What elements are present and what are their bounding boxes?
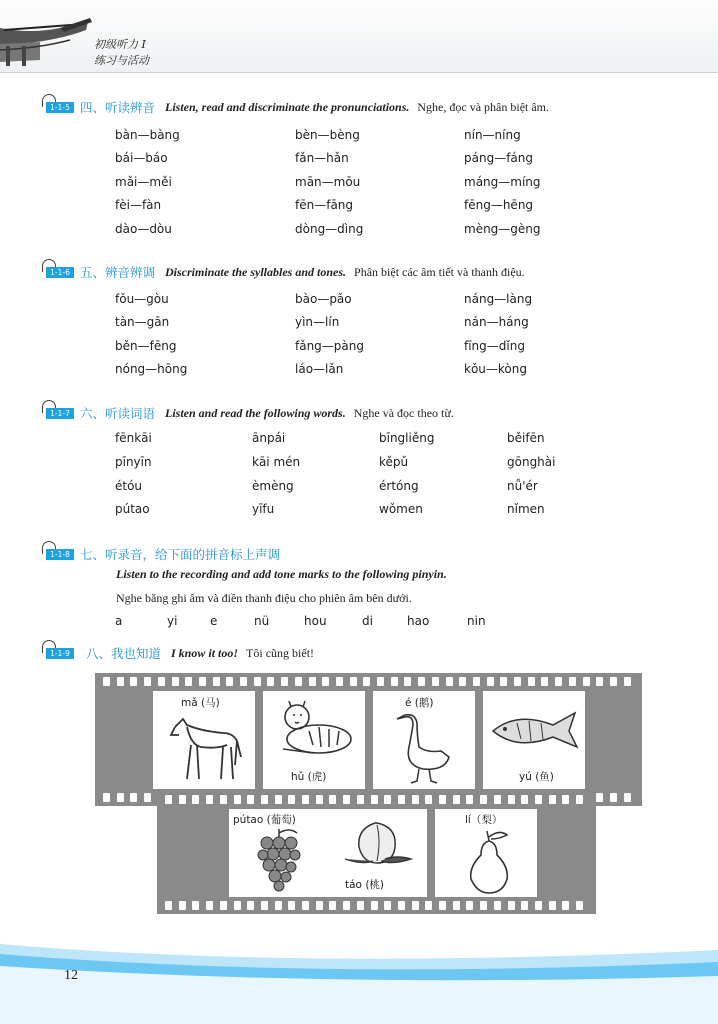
picture-frame-grapes (229, 809, 331, 897)
pinyin-pair: dòng—dìng (295, 222, 364, 236)
film-perforation (541, 677, 548, 686)
section-6-heading (40, 404, 454, 422)
section-title-en: Listen to the recording and add tone marks to the following pinyin. (116, 567, 447, 581)
pinyin-pair: fǎng—pàng (295, 339, 364, 353)
film-perforation (343, 795, 350, 804)
film-perforation (288, 795, 295, 804)
book-title-block (94, 37, 149, 69)
grapes-icon (249, 827, 309, 893)
film-perforation (562, 901, 569, 910)
film-perforation (336, 677, 343, 686)
film-perforation (500, 677, 507, 686)
pinyin-pair: fēn—fāng (295, 198, 354, 212)
audio-track-badge[interactable]: 1-1-6 (40, 264, 74, 280)
film-perforation (404, 677, 411, 686)
word-item: wǒmen (379, 502, 423, 516)
pinyin-pair: fǒu—gòu (115, 292, 169, 306)
film-perforation (596, 677, 603, 686)
section-title-cn: 四、听读辨音 (80, 100, 156, 115)
film-perforation (165, 901, 172, 910)
pinyin-item: hou (304, 614, 327, 628)
word-item: gōnghài (507, 455, 556, 469)
film-perforation (117, 677, 124, 686)
word-item: pīnyīn (115, 455, 152, 469)
film-perforation (261, 795, 268, 804)
word-item: ānpái (252, 431, 286, 445)
section-title-en: I know it too! (171, 645, 239, 660)
pinyin-item: nü (254, 614, 270, 628)
film-strip-top (95, 673, 642, 806)
film-perforation (562, 795, 569, 804)
film-perforation (199, 677, 206, 686)
pinyin-pair: fīng—dǐng (464, 339, 525, 353)
film-perforation (521, 901, 528, 910)
word-item: értóng (379, 479, 419, 493)
word-item: nǐmen (507, 502, 545, 516)
section-4-heading (40, 98, 549, 116)
word-item: bīngliěng (379, 431, 435, 445)
film-perforation (494, 901, 501, 910)
section-title-en: Listen, read and discriminate the pronunciations. (165, 99, 410, 114)
temple-roof-icon (0, 0, 96, 72)
picture-label: pútao (葡萄) (233, 814, 296, 826)
footer-wave (0, 940, 718, 1024)
pear-icon (459, 827, 519, 895)
section-title-vn: Tôi cũng biết! (246, 645, 315, 660)
pinyin-pair: máng—míng (464, 175, 541, 189)
film-perforation (549, 795, 556, 804)
film-perforation (316, 795, 323, 804)
film-perforation (316, 901, 323, 910)
film-perforation (179, 901, 186, 910)
film-perforation (130, 793, 137, 802)
pinyin-pair: fǎn—hǎn (295, 151, 349, 165)
film-perforation (398, 901, 405, 910)
film-perforation (165, 795, 172, 804)
picture-frame-tiger (263, 691, 365, 789)
picture-label: táo (桃) (345, 879, 385, 891)
film-perforation (555, 677, 562, 686)
pinyin-pair: tàn—gān (115, 315, 170, 329)
film-perforation (453, 901, 460, 910)
film-perforation (144, 793, 151, 802)
word-item: èmèng (252, 479, 294, 493)
peach-icon (337, 813, 417, 871)
word-item: nǚ'ér (507, 479, 538, 493)
film-perforation (521, 795, 528, 804)
section-title-vn: Nghe, đọc và phân biệt âm. (417, 99, 550, 114)
section-7-heading (40, 545, 290, 563)
pinyin-item: yi (167, 614, 178, 628)
film-perforation (528, 677, 535, 686)
film-perforation (487, 677, 494, 686)
film-perforation (254, 677, 261, 686)
film-perforation (302, 795, 309, 804)
section-title-en: Discriminate the syllables and tones. (165, 264, 347, 279)
section-title-vn: Phân biệt các âm tiết và thanh điệu. (354, 264, 525, 279)
section-title-vn: Nghe băng ghi âm và điền thanh điệu cho phiên âm bên dưới. (116, 591, 412, 605)
pinyin-pair: mān—mōu (295, 175, 361, 189)
pinyin-item: hao (407, 614, 430, 628)
film-strip-bottom (157, 791, 596, 914)
film-perforation (418, 677, 425, 686)
picture-label: mǎ (马) (181, 697, 220, 709)
section-title-en: Listen and read the following words. (165, 405, 346, 420)
word-item: étóu (115, 479, 143, 493)
film-perforation (549, 901, 556, 910)
film-perforation (425, 795, 432, 804)
film-perforation (103, 677, 110, 686)
film-perforation (172, 677, 179, 686)
film-perforation (240, 677, 247, 686)
section-5-heading (40, 263, 525, 281)
film-perforation (624, 793, 631, 802)
audio-track-badge[interactable]: 1-1-7 (40, 405, 74, 421)
film-perforation (295, 677, 302, 686)
film-perforation (535, 901, 542, 910)
film-perforation (103, 793, 110, 802)
book-title: 初级听力 I (94, 38, 146, 51)
film-perforation (569, 677, 576, 686)
film-perforation (267, 677, 274, 686)
picture-label: lí（梨） (465, 814, 503, 826)
film-perforation (350, 677, 357, 686)
picture-label: hǔ (虎) (291, 771, 327, 783)
film-perforation (206, 795, 213, 804)
film-perforation (466, 901, 473, 910)
pinyin-pair: láo—lǎn (295, 362, 344, 376)
film-perforation (412, 901, 419, 910)
film-perforation (206, 901, 213, 910)
audio-track-badge[interactable]: 1-1-8 (40, 546, 74, 562)
film-perforation (446, 677, 453, 686)
film-perforation (192, 901, 199, 910)
film-perforation (247, 795, 254, 804)
pinyin-pair: nán—háng (464, 315, 529, 329)
film-perforation (158, 677, 165, 686)
film-perforation (473, 677, 480, 686)
film-perforation (535, 795, 542, 804)
film-perforation (480, 795, 487, 804)
film-perforation (377, 677, 384, 686)
pinyin-item: nin (467, 614, 486, 628)
film-perforation (275, 795, 282, 804)
film-perforation (288, 901, 295, 910)
pinyin-pair: nín—níng (464, 128, 521, 142)
film-perforation (363, 677, 370, 686)
book-subtitle: 练习与活动 (94, 54, 149, 67)
pinyin-pair: bèn—bèng (295, 128, 360, 142)
film-perforation (179, 795, 186, 804)
film-perforation (412, 795, 419, 804)
tiger-icon (269, 697, 359, 763)
film-perforation (130, 677, 137, 686)
film-perforation (439, 795, 446, 804)
section-title-cn: 七、听录音，给下面的拼音标上声调 (80, 547, 281, 562)
film-perforation (220, 901, 227, 910)
film-perforation (610, 793, 617, 802)
section-title-vn: Nghe và đọc theo từ. (353, 405, 454, 420)
film-perforation (357, 901, 364, 910)
film-perforation (624, 677, 631, 686)
film-perforation (494, 795, 501, 804)
word-item: kāi mén (252, 455, 301, 469)
page-number: 12 (64, 968, 78, 983)
film-perforation (185, 677, 192, 686)
pinyin-pair: bàn—bàng (115, 128, 180, 142)
picture-frame-goose (373, 691, 475, 789)
film-perforation (371, 901, 378, 910)
picture-frame-peach (325, 809, 427, 897)
picture-frame-pear (435, 809, 537, 897)
film-perforation (508, 901, 515, 910)
film-perforation (343, 901, 350, 910)
film-perforation (583, 677, 590, 686)
film-perforation (234, 795, 241, 804)
pinyin-pair: mǎi—měi (115, 175, 172, 189)
horse-icon (161, 713, 251, 783)
pinyin-pair: nóng—hōng (115, 362, 188, 376)
pinyin-pair: páng—fáng (464, 151, 533, 165)
film-perforation (459, 677, 466, 686)
film-perforation (371, 795, 378, 804)
film-perforation (425, 901, 432, 910)
film-perforation (144, 677, 151, 686)
film-perforation (466, 795, 473, 804)
film-perforation (391, 677, 398, 686)
film-perforation (322, 677, 329, 686)
film-perforation (213, 677, 220, 686)
word-item: yīfu (252, 502, 275, 516)
film-perforation (247, 901, 254, 910)
pinyin-pair: kǒu—kòng (464, 362, 527, 376)
film-perforation (117, 793, 124, 802)
pinyin-item: a (115, 614, 123, 628)
section-title-cn: 五、辨音辨调 (80, 265, 156, 280)
film-perforation (261, 901, 268, 910)
film-perforation (384, 795, 391, 804)
pinyin-item: e (210, 614, 218, 628)
pinyin-pair: fèi—fàn (115, 198, 162, 212)
film-perforation (576, 795, 583, 804)
pinyin-pair: yìn—lín (295, 315, 340, 329)
pinyin-pair: náng—làng (464, 292, 533, 306)
audio-track-badge[interactable]: 1-1-9 (40, 645, 74, 661)
film-perforation (453, 795, 460, 804)
film-perforation (576, 901, 583, 910)
word-item: kěpǔ (379, 455, 409, 469)
picture-frame-horse (153, 691, 255, 789)
pinyin-pair: bào—pǎo (295, 292, 352, 306)
pinyin-item: di (362, 614, 373, 628)
picture-label: yú (鱼) (519, 771, 554, 783)
film-perforation (480, 901, 487, 910)
film-perforation (514, 677, 521, 686)
film-perforation (281, 677, 288, 686)
film-perforation (275, 901, 282, 910)
film-perforation (439, 901, 446, 910)
film-perforation (508, 795, 515, 804)
film-perforation (329, 901, 336, 910)
section-title-cn: 八、我也知道 (86, 646, 162, 661)
film-perforation (234, 901, 241, 910)
film-perforation (398, 795, 405, 804)
film-perforation (329, 795, 336, 804)
page-header (0, 0, 718, 73)
audio-track-badge[interactable]: 1-1-5 (40, 99, 74, 115)
word-item: pútao (115, 502, 150, 516)
pinyin-pair: běn—fēng (115, 339, 177, 353)
section-title-cn: 六、听读词语 (80, 406, 156, 421)
film-perforation (610, 677, 617, 686)
film-perforation (309, 677, 316, 686)
section-8-heading (40, 644, 314, 662)
pinyin-pair: dào—dòu (115, 222, 172, 236)
picture-frame-fish (483, 691, 585, 789)
film-perforation (226, 677, 233, 686)
film-perforation (302, 901, 309, 910)
film-perforation (384, 901, 391, 910)
film-perforation (432, 677, 439, 686)
film-perforation (192, 795, 199, 804)
word-item: běifēn (507, 431, 545, 445)
film-perforation (220, 795, 227, 804)
pinyin-pair: mèng—gèng (464, 222, 541, 236)
goose-icon (379, 713, 469, 785)
pinyin-pair: fēng—hēng (464, 198, 534, 212)
film-perforation (357, 795, 364, 804)
picture-label: é (鹅) (405, 697, 434, 709)
word-item: fēnkāi (115, 431, 152, 445)
fish-icon (487, 705, 583, 759)
film-perforation (596, 793, 603, 802)
pinyin-pair: bái—báo (115, 151, 168, 165)
